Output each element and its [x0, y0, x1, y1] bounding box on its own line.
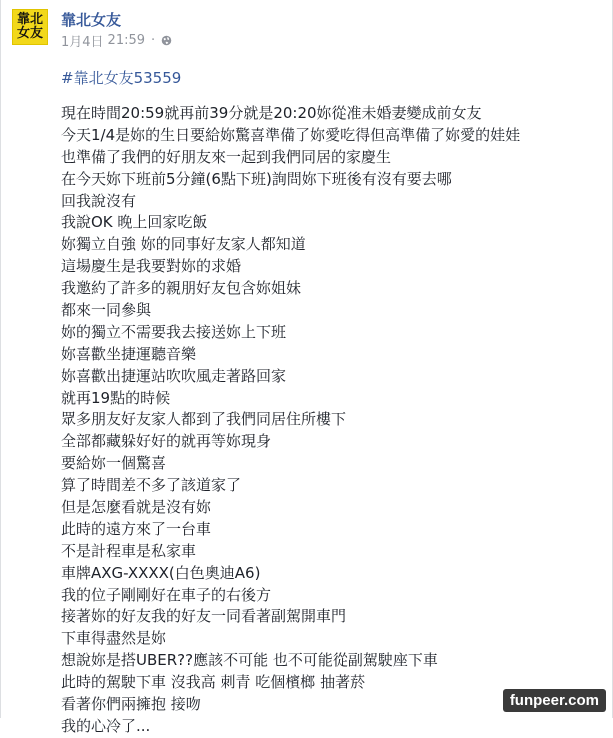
post-text-line: 今天1/4是妳的生日要給妳驚喜準備了妳愛吃得但高準備了妳愛的娃娃	[61, 125, 521, 144]
post-text-line: 我的心冷了...	[61, 716, 151, 735]
post-text-line: 妳的獨立不需要我去接送妳上下班	[61, 322, 287, 341]
post-date[interactable]: 1月4日	[61, 35, 104, 50]
post-text-line: 全部都藏躲好好的就再等妳現身	[61, 432, 272, 451]
post-text-line: 妳喜歡出捷運站吹吹風走著路回家	[61, 366, 287, 385]
post-hashtag[interactable]: #靠北女友53559	[61, 69, 182, 87]
page-avatar[interactable]	[12, 9, 48, 45]
post-text-line: 眾多朋友好友家人都到了我們同居住所樓下	[61, 410, 347, 429]
post-text-line: 妳獨立自強 妳的同事好友家人都知道	[61, 235, 306, 254]
post-text-line: 我邀約了許多的親朋好友包含妳姐妹	[61, 279, 302, 298]
post-meta	[61, 31, 172, 50]
post-text-line: 想說妳是搭UBER??應該不可能 也不可能從副駕駛座下車	[61, 651, 438, 670]
page-name-link[interactable]: 靠北女友	[61, 11, 122, 29]
post-text-line: 也準備了我們的好朋友來一起到我們同居的家慶生	[61, 147, 392, 166]
post-text-line: 回我說沒有	[61, 191, 137, 210]
post-text-line: 看著你們兩擁抱 接吻	[61, 695, 201, 714]
post-text-line: 要給妳一個驚喜	[61, 454, 167, 473]
post-text-line: 都來一同參與	[61, 301, 152, 320]
avatar-text-line2: 女友	[16, 26, 43, 41]
meta-separator: ·	[151, 33, 156, 48]
post-text-line: 此時的駕駛下車 沒我高 刺青 吃個檳榔 抽著菸	[61, 673, 366, 692]
post-text-line: 不是計程車是私家車	[61, 541, 197, 560]
post-text-line: 但是怎麼看就是沒有妳	[61, 498, 212, 517]
globe-icon[interactable]	[161, 35, 172, 46]
post-text-line: 在今天妳下班前5分鐘(6點下班)詢問妳下班後有沒有要去哪	[61, 169, 452, 188]
post-text-line: 此時的遠方來了一台車	[61, 519, 212, 538]
post-body	[61, 103, 604, 738]
post-text-line: 算了時間差不多了該道家了	[61, 476, 242, 495]
post-text-line: 接著妳的好友我的好友一同看著副駕開車門	[61, 607, 347, 626]
post-text-line: 我的位子剛剛好在車子的右後方	[61, 585, 272, 604]
post-text-line: 就再19點的時候	[61, 388, 171, 407]
post-text-line: 我說OK 晚上回家吃飯	[61, 213, 208, 232]
avatar-text-line1: 靠北	[16, 12, 43, 27]
post-text-line: 妳喜歡坐捷運聽音樂	[61, 344, 197, 363]
watermark: funpeer.com	[503, 689, 606, 712]
post-time[interactable]: 21:59	[107, 33, 146, 48]
post-text-line: 這場慶生是我要對妳的求婚	[61, 257, 242, 276]
post-text-line: 現在時間20:59就再前39分就是20:20妳從准未婚妻變成前女友	[61, 104, 482, 122]
post-text-line: 車牌AXG-XXXX(白色奧迪A6)	[61, 563, 261, 582]
post-text-line: 下車得盡然是妳	[61, 629, 167, 648]
